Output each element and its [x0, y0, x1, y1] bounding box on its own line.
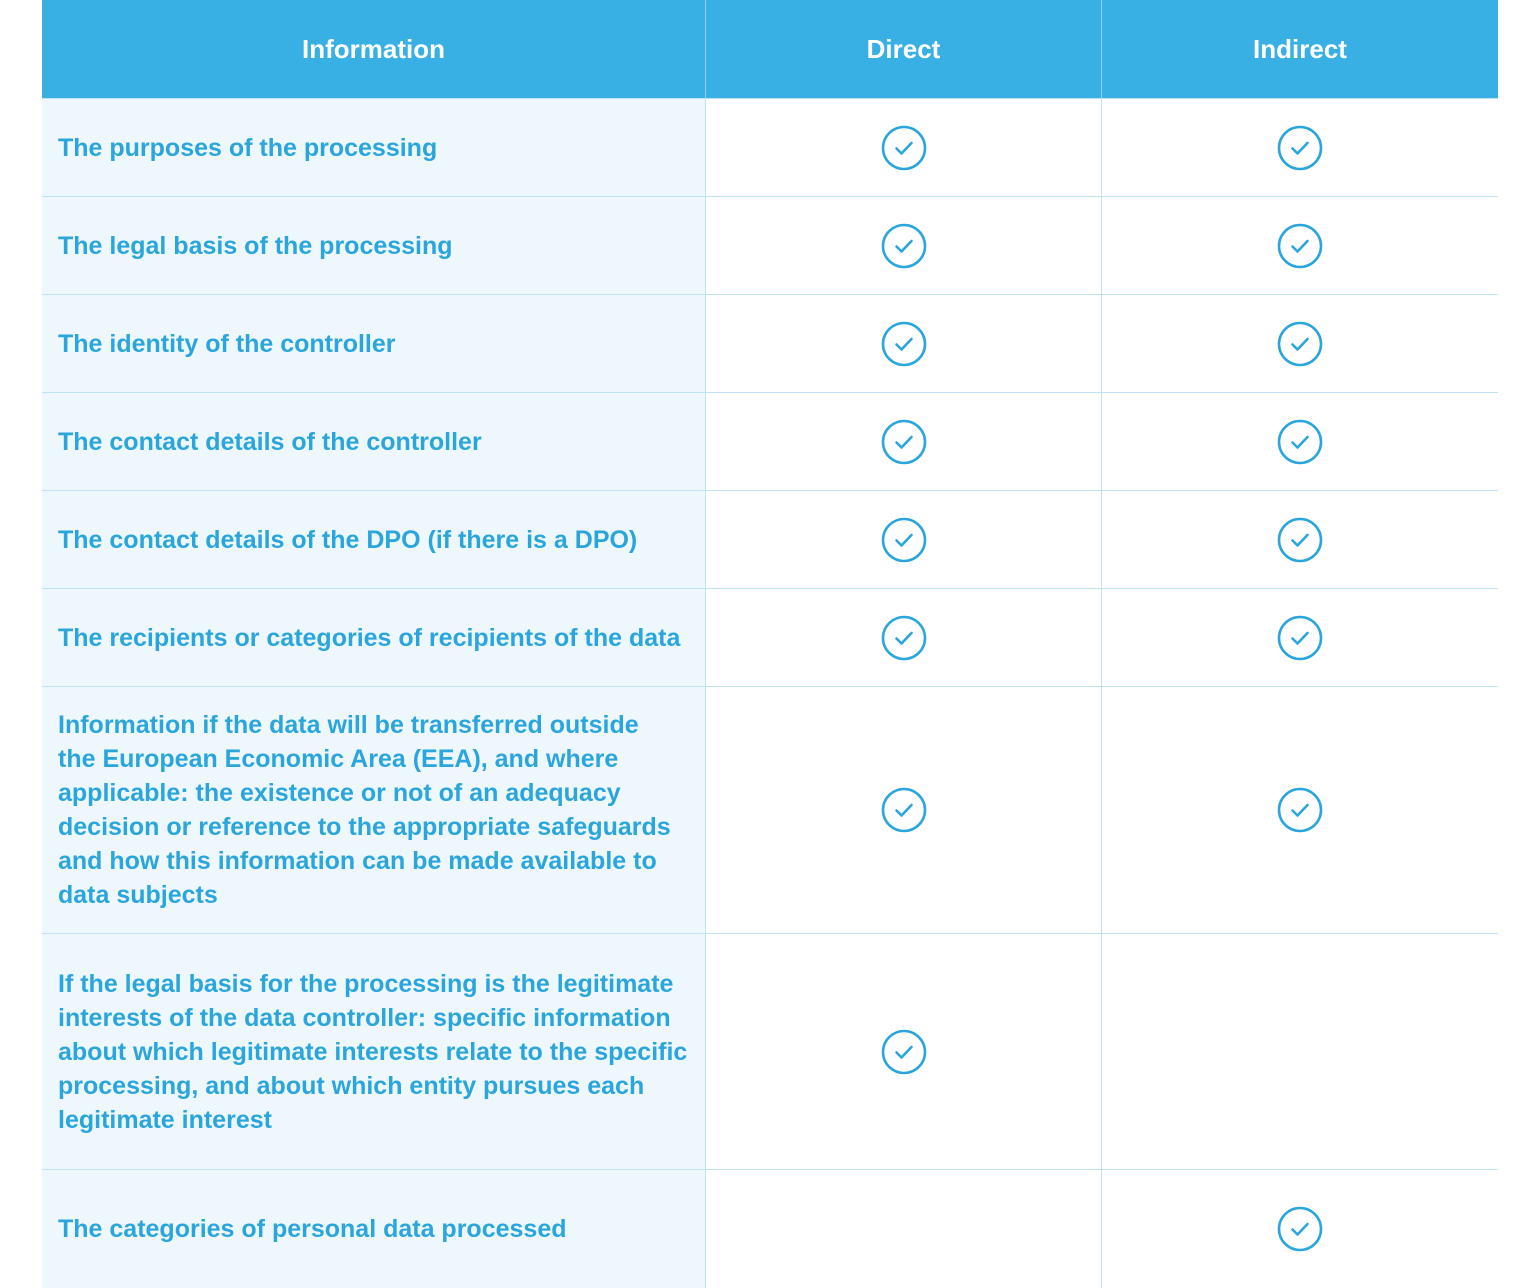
check-circle-icon — [1277, 1206, 1323, 1252]
direct-cell — [706, 933, 1102, 1169]
indirect-cell — [1102, 196, 1498, 294]
direct-cell — [706, 98, 1102, 196]
row-label: Information if the data will be transferred outside the European Economic Area (EEA), and where applicable: the existence or not of an adequacy decision or reference to the appropriate safeguards and how this information can be made available to data subjects — [42, 686, 706, 933]
direct-cell — [706, 196, 1102, 294]
indirect-cell — [1102, 588, 1498, 686]
check-circle-icon — [881, 125, 927, 171]
check-circle-icon — [881, 517, 927, 563]
row-label: The contact details of the controller — [42, 392, 706, 490]
direct-cell — [706, 294, 1102, 392]
check-circle-icon — [1277, 223, 1323, 269]
check-circle-icon — [881, 223, 927, 269]
indirect-cell — [1102, 98, 1498, 196]
indirect-cell — [1102, 686, 1498, 933]
row-label: The recipients or categories of recipients of the data — [42, 588, 706, 686]
indirect-cell — [1102, 294, 1498, 392]
direct-cell — [706, 490, 1102, 588]
row-label: The purposes of the processing — [42, 98, 706, 196]
check-circle-icon — [1277, 125, 1323, 171]
direct-cell — [706, 1169, 1102, 1288]
row-label: The contact details of the DPO (if there is a DPO) — [42, 490, 706, 588]
direct-cell — [706, 392, 1102, 490]
row-label: If the legal basis for the processing is the legitimate interests of the data controller: specific information about which legitimate interests relate to the specific processing, and about which entity pursues each legitimate interest — [42, 933, 706, 1169]
check-circle-icon — [881, 1029, 927, 1075]
check-circle-icon — [881, 419, 927, 465]
row-label: The categories of personal data processed — [42, 1169, 706, 1288]
information-table — [42, 0, 1498, 1288]
indirect-cell — [1102, 933, 1498, 1169]
indirect-cell — [1102, 392, 1498, 490]
check-circle-icon — [1277, 787, 1323, 833]
check-circle-icon — [1277, 517, 1323, 563]
check-circle-icon — [1277, 419, 1323, 465]
header-indirect: Indirect — [1102, 0, 1498, 98]
direct-cell — [706, 588, 1102, 686]
check-circle-icon — [881, 787, 927, 833]
check-circle-icon — [881, 615, 927, 661]
check-circle-icon — [1277, 615, 1323, 661]
row-label: The identity of the controller — [42, 294, 706, 392]
indirect-cell — [1102, 1169, 1498, 1288]
check-circle-icon — [1277, 321, 1323, 367]
header-direct: Direct — [706, 0, 1102, 98]
header-information: Information — [42, 0, 706, 98]
indirect-cell — [1102, 490, 1498, 588]
direct-cell — [706, 686, 1102, 933]
row-label: The legal basis of the processing — [42, 196, 706, 294]
check-circle-icon — [881, 321, 927, 367]
